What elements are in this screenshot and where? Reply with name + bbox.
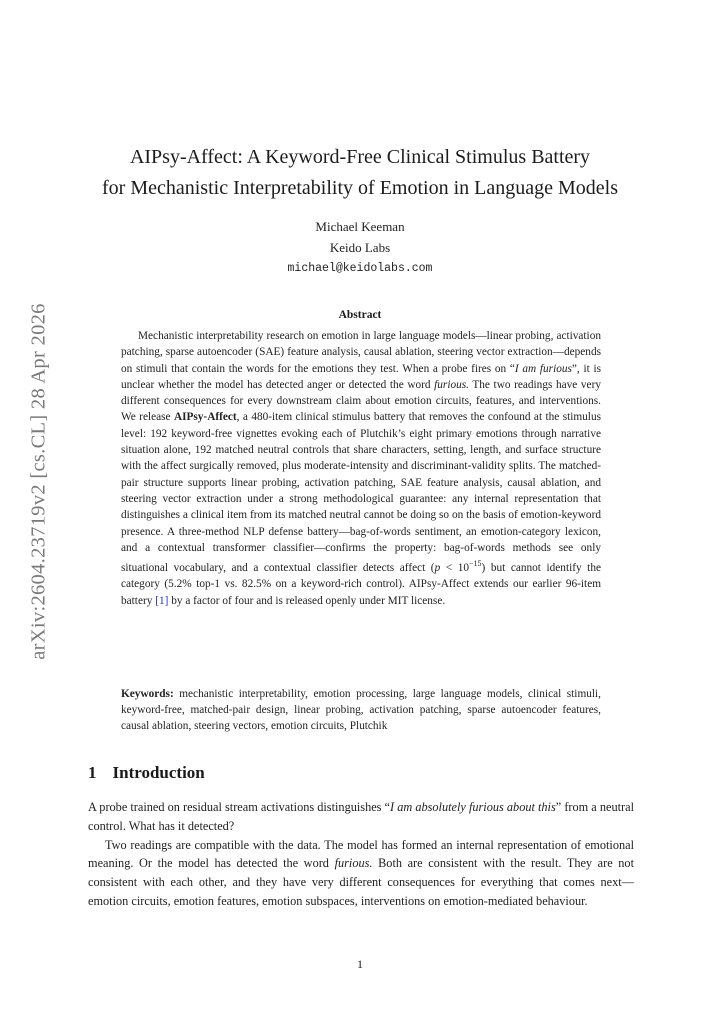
author-email[interactable]: michael@keidolabs.com (287, 262, 433, 275)
abstract-body: Mechanistic interpretability research on emotion in large language models—linear probing, activation patching, sparse autoencoder (SAE) feature analysis, causal ablation, steering vector extraction—depends on stimuli that contain the words for the emotions they test. When a probe fires on “I am furious”, it is unclear whether the model has detected anger or detected the word furious. The two readings have very different consequences for every downstream claim about emotion circuits, features, and interventions. We release AIPsy-Affect, a 480-item clinical stimulus battery that removes the confound at the stimulus level: 192 keyword-free vignettes evoking each of Plutchik’s eight primary emotions through narrative situation alone, 192 matched neutral controls that share characters, setting, length, and surface structure with the affect surgically removed, plus moderate-intensity and discriminant-validity splits. The matched-pair structure supports linear probing, activation patching, SAE feature analysis, causal ablation, and steering vector extraction under a strong methodological guarantee: any internal representation that distinguishes a clinical item from its matched neutral cannot be doing so on the basis of emotion-keyword presence. A three-method NLP defense battery—bag-of-words sentiment, an emotion-category lexicon, and a contextual transformer classifier—confirms the property: bag-of-words methods see only situational vocabulary, and a contextual classifier detects affect $(p < 10^{-15})$ but cannot identify the category (5.2% top-1 vs. 82.5% on a keyword-rich control). AIPsy-Affect extends our earlier 96-item battery [1] by a factor of four and is released openly under MIT license. (121, 330, 601, 607)
arxiv-stamp (24, 296, 54, 666)
title-line-2: for Mechanistic Interpretability of Emotion in Language Models (102, 177, 618, 199)
author-affiliation: Keido Labs (329, 240, 391, 255)
paper-title (60, 142, 660, 204)
section-number: 1 (88, 763, 97, 782)
author-name: Michael Keeman (315, 219, 405, 234)
intro-paragraph-2: Two readings are compatible with the data. The model has formed an internal representation of emotional meaning. Or the model has detected the word furious. Both are consistent with the result. They are not consistent with each other, and they have very different consequences for everything that comes next—emotion circuits, emotion features, emotion subspaces, interventions on emotion-mediated behaviour. (88, 837, 634, 908)
arxiv-id: arXiv:2604.23719v2 [cs.CL] 28 Apr 2026 (27, 302, 50, 660)
intro-paragraph-1: A probe trained on residual stream activations distinguishes “I am absolutely furious about this” from a neutral control. What has it detected? (88, 800, 634, 833)
keywords (121, 686, 601, 734)
section-title: Introduction (112, 763, 205, 782)
keywords-label: Keywords: (121, 688, 174, 700)
abstract-heading: Abstract (338, 309, 382, 321)
example-quote: I am furious (514, 362, 572, 375)
introduction-body (88, 798, 634, 911)
keywords-text: mechanistic interpretability, emotion processing, large language models, clinical stimuli, keyword-free, matched-pair design, linear probing, activation patching, sparse autoencoder features, causal ablation, steering vectors, emotion circuits, Plutchik (121, 688, 601, 732)
page-number: 1 (357, 957, 363, 971)
citation-link[interactable]: [1] (155, 594, 169, 607)
release-name: AIPsy-Affect (173, 411, 237, 424)
section-heading (88, 763, 205, 783)
example-word: furious. (434, 378, 469, 391)
title-line-1: AIPsy-Affect: A Keyword-Free Clinical Stimulus Battery (129, 146, 591, 168)
